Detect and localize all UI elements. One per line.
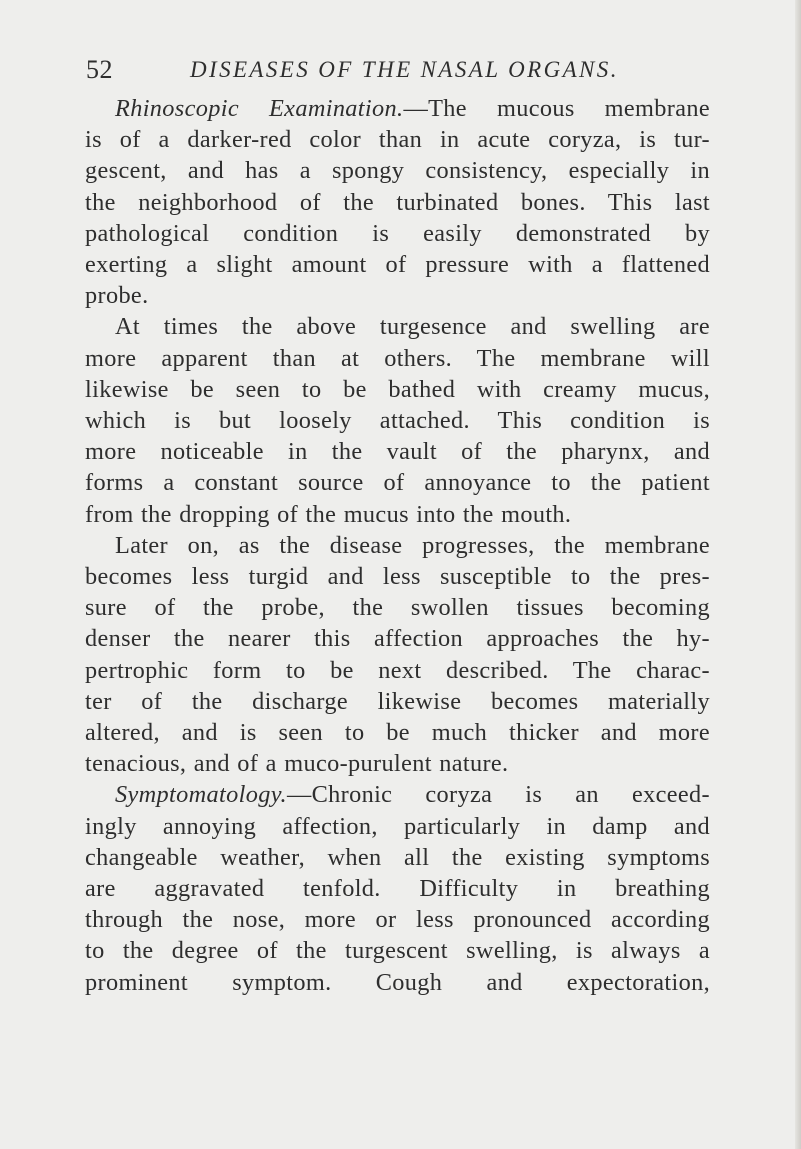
text-line [85, 311, 710, 342]
text-line [85, 405, 710, 436]
text-line [85, 499, 710, 530]
page-header [86, 50, 706, 90]
line-text: At times the above turgesence and swelling are [115, 313, 710, 341]
text-line [85, 967, 710, 998]
line-text: gescent, and has a spongy consistency, especially in [85, 157, 710, 185]
line-text: changeable weather, when all the existing symptoms [85, 843, 710, 871]
text-line [85, 873, 710, 904]
paragraph [85, 311, 710, 529]
text-line [85, 187, 710, 218]
paragraph [85, 93, 710, 311]
text-line [85, 592, 710, 623]
line-text: exerting a slight amount of pressure with a flattened [85, 251, 710, 279]
line-text: denser the nearer this affection approaches the hy- [85, 625, 710, 653]
text-line [85, 467, 710, 498]
line-text: probe. [85, 282, 149, 310]
text-line [85, 249, 710, 280]
text-line [85, 904, 710, 935]
text-line [85, 280, 710, 311]
line-text: ter of the discharge likewise becomes materially [85, 687, 710, 715]
text-line [85, 686, 710, 717]
paragraph [85, 530, 710, 780]
section-heading: Rhinoscopic Examination. [115, 95, 404, 122]
line-text: to the degree of the turgescent swelling, is always a [85, 937, 710, 965]
line-text: altered, and is seen to be much thicker and more [85, 719, 710, 747]
line-text: tenacious, and of a muco-purulent nature. [85, 750, 509, 778]
line-text: becomes less turgid and less susceptible to the pres- [85, 563, 710, 591]
text-line [85, 374, 710, 405]
text-line [85, 218, 710, 249]
line-text: pathological condition is easily demonstrated by [85, 219, 710, 247]
line-text: —The mucous membrane [403, 95, 710, 122]
text-line [85, 155, 710, 186]
line-text: likewise be seen to be bathed with creamy mucus, [85, 375, 710, 403]
line-text: Later on, as the disease progresses, the membrane [115, 531, 710, 559]
line-text: is of a darker-red color than in acute coryza, is tur- [85, 126, 710, 154]
line-text: through the nose, more or less pronounced according [85, 906, 710, 934]
text-line [85, 935, 710, 966]
line-text: forms a constant source of annoyance to the patient [85, 469, 710, 497]
line-text: more apparent than at others. The membrane will [85, 344, 710, 372]
line-text: —Chronic coryza is an exceed- [286, 781, 710, 809]
line-text: more noticeable in the vault of the pharynx, and [85, 438, 710, 466]
text-line [85, 343, 710, 374]
text-line [85, 530, 710, 561]
page-edge [795, 0, 801, 1149]
text-line [85, 124, 710, 155]
text-line [85, 779, 710, 810]
text-line [85, 748, 710, 779]
section-heading: Symptomatology. [115, 781, 287, 809]
line-text: which is but loosely attached. This condition is [85, 407, 710, 435]
text-line [85, 717, 710, 748]
line-text: sure of the probe, the swollen tissues becoming [85, 594, 710, 622]
text-line [85, 436, 710, 467]
text-line [85, 842, 710, 873]
paragraph [85, 779, 710, 997]
line-text: pertrophic form to be next described. The charac- [85, 656, 710, 684]
text-line [85, 811, 710, 842]
text-line [85, 655, 710, 686]
line-text: from the dropping of the mucus into the mouth. [85, 500, 572, 528]
page-number: 52 [86, 55, 113, 84]
body-text [85, 93, 710, 998]
line-text: ingly annoying affection, particularly in damp and [85, 812, 710, 840]
line-text: the neighborhood of the turbinated bones. This last [85, 188, 710, 216]
line-text: prominent symptom. Cough and expectoration, [85, 968, 710, 996]
running-head: DISEASES OF THE NASAL ORGANS. [190, 57, 619, 82]
text-line [85, 93, 710, 124]
line-text: are aggravated tenfold. Difficulty in breathing [85, 875, 710, 903]
text-line [85, 561, 710, 592]
text-line [85, 623, 710, 654]
